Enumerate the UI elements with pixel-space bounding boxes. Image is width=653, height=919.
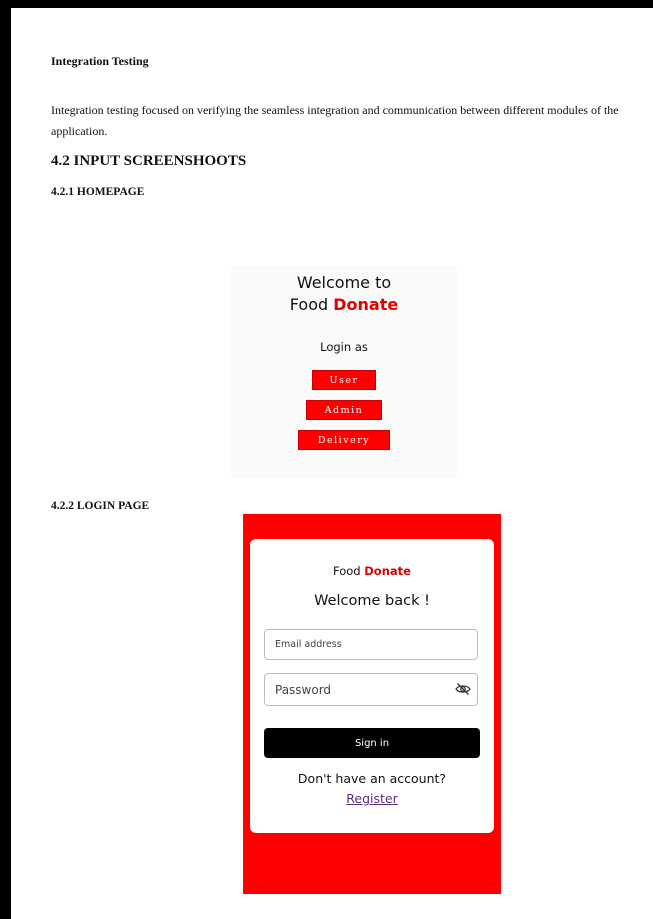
chapter-heading: 4.2 INPUT SCREENSHOOTS (51, 153, 247, 169)
login-card (250, 539, 494, 833)
section-heading: Integration Testing (51, 54, 149, 68)
no-account-text: Don't have an account? (297, 771, 447, 786)
brand-prefix: Food (289, 295, 334, 314)
homepage-welcome-line: Welcome to (296, 273, 392, 292)
eye-off-icon[interactable] (455, 682, 471, 696)
sign-in-button[interactable]: Sign in (264, 728, 480, 758)
brand-highlight: Donate (333, 295, 399, 314)
login-screenshot (243, 514, 501, 894)
login-page-heading: 4.2.2 LOGIN PAGE (51, 500, 150, 512)
delivery-button[interactable]: Delivery (298, 430, 390, 450)
homepage-heading: 4.2.1 HOMEPAGE (51, 186, 145, 198)
login-as-label: Login as (320, 340, 368, 354)
brand-highlight: Donate (364, 564, 411, 578)
homepage-screenshot (231, 266, 457, 478)
user-button[interactable]: User (312, 370, 376, 390)
register-link[interactable]: Register (346, 791, 398, 806)
document-page (11, 8, 653, 919)
paragraph: Integration testing focused on verifying the seamless integration and communication between different modules of the application. (51, 103, 619, 138)
homepage-title (231, 272, 457, 316)
login-brand (250, 564, 494, 578)
brand-prefix: Food (333, 564, 365, 578)
admin-button[interactable]: Admin (306, 400, 382, 420)
email-field[interactable] (264, 629, 478, 660)
welcome-back-title: Welcome back ! (314, 593, 430, 609)
homepage-brand (231, 294, 457, 316)
password-field[interactable] (264, 673, 478, 706)
